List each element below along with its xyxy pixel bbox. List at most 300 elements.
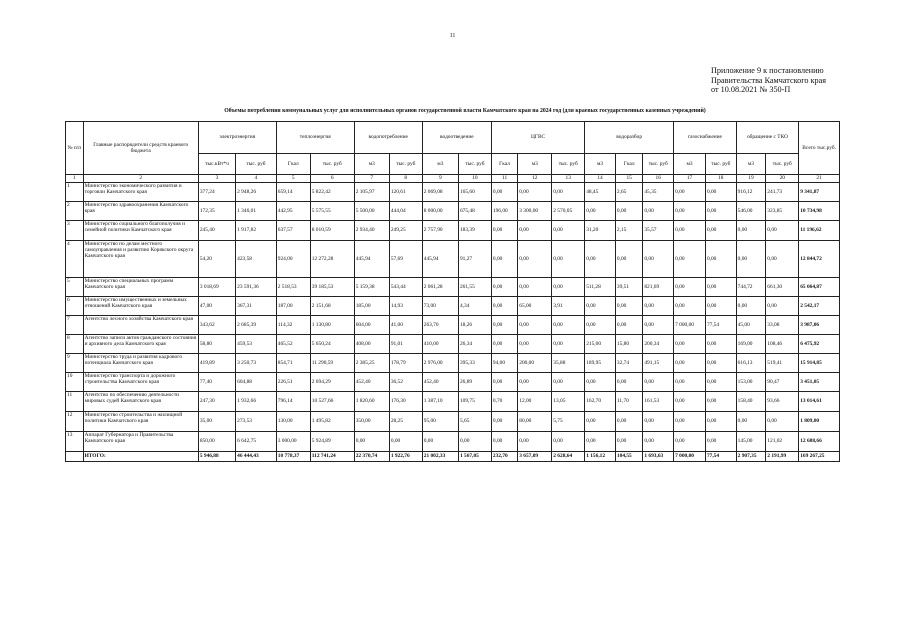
row-value: 1 932,66 — [236, 392, 277, 412]
row-value: 5 575,55 — [310, 202, 354, 221]
row-value: 65,00 — [518, 297, 552, 316]
row-value: 0,00 — [705, 278, 736, 297]
row-value: 162,70 — [585, 392, 616, 412]
row-value: 637,57 — [276, 221, 310, 241]
row-value: 0,00 — [674, 241, 706, 278]
row-value: 0,70 — [491, 392, 517, 412]
row-value: 249,25 — [389, 221, 422, 241]
row-value: 2 934,40 — [354, 221, 389, 241]
header-group-heat: теплоэнергия — [276, 122, 354, 154]
unit-header: тыс. руб — [236, 154, 277, 175]
row-value: 11 290,59 — [310, 354, 354, 373]
row-value: 183,39 — [458, 221, 491, 241]
column-index: 13 — [552, 175, 585, 183]
row-value: 2 694,29 — [310, 373, 354, 392]
row-value: 77,40 — [198, 373, 235, 392]
row-value: 604,00 — [354, 316, 389, 335]
row-value: 5 500,00 — [354, 202, 389, 221]
row-value: 2 948,26 — [236, 183, 277, 202]
row-number: 4 — [66, 241, 84, 278]
row-org: Агентство по обеспечению деятельности мировых судей Камчатского края — [83, 392, 198, 412]
column-index: 6 — [310, 175, 354, 183]
row-value: 0,00 — [518, 278, 552, 297]
row-value: 7 000,00 — [674, 316, 706, 335]
row-value: 0,00 — [585, 241, 616, 278]
row-value: 5 924,89 — [310, 432, 354, 452]
row-value: 0,00 — [518, 241, 552, 278]
row-value: 57,69 — [389, 241, 422, 278]
row-value: 821,69 — [643, 278, 674, 297]
row-value: 14,93 — [389, 297, 422, 316]
row-value: 26,34 — [458, 335, 491, 354]
row-value: 0,00 — [766, 221, 799, 241]
row-value: 2 685,39 — [236, 316, 277, 335]
column-index: 9 — [422, 175, 458, 183]
row-value: 0,00 — [552, 335, 585, 354]
row-value: 2 518,53 — [276, 278, 310, 297]
row-value: 35,00 — [198, 412, 235, 432]
row-value: 185,00 — [354, 297, 389, 316]
column-index: 11 — [491, 175, 517, 183]
row-value: 0,00 — [615, 412, 642, 432]
row-value: 491,15 — [643, 354, 674, 373]
row-value: 3,91 — [552, 297, 585, 316]
row-value: 916,12 — [736, 183, 766, 202]
row-value: 0,00 — [736, 241, 766, 278]
column-index: 12 — [518, 175, 552, 183]
row-value: 109,75 — [458, 392, 491, 412]
row-value: 0,00 — [643, 412, 674, 432]
row-value: 2 757,90 — [422, 221, 458, 241]
row-value: 0,00 — [674, 202, 706, 221]
header-group-drainage: водоотведение — [422, 122, 491, 154]
row-value: 616,13 — [736, 354, 766, 373]
row-value: 8 000,00 — [422, 202, 458, 221]
row-value: 0,00 — [643, 202, 674, 221]
row-total: 12 688,66 — [799, 432, 840, 452]
column-index: 17 — [674, 175, 706, 183]
row-total: 13 014,61 — [799, 392, 840, 412]
row-value: 28,25 — [389, 412, 422, 432]
unit-header: тыс. руб — [458, 154, 491, 175]
row-org: Агентство записи актов гражданского состояния и архивного дела Камчатского края — [83, 335, 198, 354]
row-value: 0,00 — [705, 241, 736, 278]
row-value: 796,14 — [276, 392, 310, 412]
row-value: 36,52 — [389, 373, 422, 392]
table-row — [66, 412, 840, 432]
grand-total: 169 267,25 — [799, 452, 840, 462]
appendix-line-1: Приложение 9 к постановлению — [711, 66, 824, 75]
row-value: 5,65 — [458, 412, 491, 432]
row-number: 13 — [66, 432, 84, 452]
row-value: 0,00 — [585, 412, 616, 432]
row-value: 0,00 — [552, 432, 585, 452]
column-index: 15 — [615, 175, 642, 183]
row-value: 0,00 — [552, 316, 585, 335]
row-value: 0,00 — [491, 241, 517, 278]
totals-value: 2 191,99 — [766, 452, 799, 462]
row-value: 444,04 — [389, 202, 422, 221]
consumption-table — [65, 121, 840, 462]
row-value: 0,00 — [518, 335, 552, 354]
row-value: 108,46 — [766, 335, 799, 354]
row-value: 0,00 — [458, 432, 491, 452]
table-row — [66, 392, 840, 412]
row-value: 3 300,00 — [518, 202, 552, 221]
row-value: 465,52 — [276, 335, 310, 354]
column-index: 14 — [585, 175, 616, 183]
totals-value: 1 693,63 — [643, 452, 674, 462]
row-number: 5 — [66, 278, 84, 297]
row-value: 0,00 — [674, 221, 706, 241]
row-value: 410,00 — [422, 335, 458, 354]
row-value: 32,74 — [615, 354, 642, 373]
unit-header: Гкал — [615, 154, 642, 175]
row-value: 408,00 — [354, 335, 389, 354]
table-row — [66, 202, 840, 221]
totals-value: 3 657,09 — [518, 452, 552, 462]
row-total: 10 734,98 — [799, 202, 840, 221]
header-group-electricity: электроэнергия — [198, 122, 276, 154]
column-index: 20 — [766, 175, 799, 183]
column-index: 4 — [236, 175, 277, 183]
unit-header: м3 — [518, 154, 552, 175]
row-value: 13,05 — [552, 392, 585, 412]
table-row — [66, 354, 840, 373]
row-value: 0,00 — [615, 316, 642, 335]
row-value: 377,24 — [198, 183, 235, 202]
row-value: 41,00 — [389, 316, 422, 335]
table-row — [66, 432, 840, 452]
row-value: 850,00 — [198, 432, 235, 452]
header-group-waste: обращение с ТКО — [736, 122, 799, 154]
row-value: 263,70 — [422, 316, 458, 335]
totals-value: 5 946,88 — [198, 452, 235, 462]
row-value: 924,00 — [276, 241, 310, 278]
row-value: 0,00 — [491, 278, 517, 297]
row-value: 0,00 — [491, 412, 517, 432]
row-value: 33,08 — [766, 316, 799, 335]
unit-header: тыс. руб — [389, 154, 422, 175]
totals-value: 2 907,35 — [736, 452, 766, 462]
row-value: 226,51 — [276, 373, 310, 392]
row-value: 196,00 — [491, 202, 517, 221]
row-value: 0,00 — [615, 241, 642, 278]
row-value: 200,34 — [643, 335, 674, 354]
totals-value: 21 002,33 — [422, 452, 458, 462]
row-value: 45,00 — [736, 316, 766, 335]
row-value: 0,00 — [518, 221, 552, 241]
table-row — [66, 241, 840, 278]
unit-header: Гкал — [276, 154, 310, 175]
row-value: 15,80 — [615, 335, 642, 354]
row-value: 0,00 — [705, 297, 736, 316]
row-value: 0,00 — [389, 432, 422, 452]
row-value: 121,02 — [766, 432, 799, 452]
row-value: 5 159,38 — [354, 278, 389, 297]
row-value: 176,30 — [389, 392, 422, 412]
row-total: 9 341,87 — [799, 183, 840, 202]
row-value: 452,40 — [422, 373, 458, 392]
row-value: 247,30 — [198, 392, 235, 412]
row-value: 323,85 — [766, 202, 799, 221]
row-value: 45,35 — [643, 183, 674, 202]
row-value: 35,57 — [643, 221, 674, 241]
row-value: 0,00 — [736, 297, 766, 316]
row-value: 0,00 — [615, 432, 642, 452]
row-value: 73,00 — [422, 297, 458, 316]
appendix-line-2: Правительства Камчатского края — [711, 75, 827, 85]
row-value: 2 069,08 — [422, 183, 458, 202]
totals-value: 7 000,00 — [674, 452, 706, 462]
totals-row — [66, 452, 840, 462]
row-org: Министерство специальных программ Камчатского края — [83, 278, 198, 297]
row-total: 15 914,85 — [799, 354, 840, 373]
row-value: 10 527,66 — [310, 392, 354, 412]
row-value: 12,00 — [518, 392, 552, 412]
unit-header: м3 — [354, 154, 389, 175]
row-value: 0,00 — [674, 278, 706, 297]
row-value: 459,53 — [236, 335, 277, 354]
row-value: 0,00 — [643, 241, 674, 278]
row-value: 26,89 — [458, 373, 491, 392]
row-number: 2 — [66, 202, 84, 221]
row-value: 744,72 — [736, 278, 766, 297]
row-value: 0,00 — [705, 335, 736, 354]
header-org: Главные распорядители средств краевого бюджета — [83, 122, 198, 175]
totals-value: 1 922,76 — [389, 452, 422, 462]
row-value: 0,00 — [585, 316, 616, 335]
row-value: 0,00 — [643, 316, 674, 335]
row-value: 2 105,97 — [354, 183, 389, 202]
row-value: 0,00 — [766, 297, 799, 316]
row-value: 0,00 — [615, 297, 642, 316]
row-value: 0,00 — [705, 432, 736, 452]
table-row — [66, 297, 840, 316]
header-group-hot-water: ЦГВС — [491, 122, 584, 154]
unit-header: м3 — [422, 154, 458, 175]
row-value: 273,53 — [236, 412, 277, 432]
totals-value: 104,55 — [615, 452, 642, 462]
row-value: 2 570,05 — [552, 202, 585, 221]
row-value: 0,00 — [552, 241, 585, 278]
row-number: 3 — [66, 221, 84, 241]
row-value: 0,00 — [585, 297, 616, 316]
row-value: 6 642,75 — [236, 432, 277, 452]
row-value: 161,53 — [643, 392, 674, 412]
row-value: 165,60 — [458, 183, 491, 202]
row-value: 350,00 — [354, 412, 389, 432]
row-org: Министерство имущественных и земельных отношений Камчатского края — [83, 297, 198, 316]
row-org: Министерство строительства и жилищной политики Камчатского края — [83, 412, 198, 432]
row-value: 93,66 — [766, 392, 799, 412]
unit-header: тыс. руб — [552, 154, 585, 175]
row-value: 114,32 — [276, 316, 310, 335]
page-number: 11 — [449, 33, 456, 39]
row-value: 153,00 — [736, 373, 766, 392]
row-org: Министерство труда и развития кадрового потенциала Камчатского края — [83, 354, 198, 373]
row-value: 120,61 — [389, 183, 422, 202]
totals-value: 22 370,74 — [354, 452, 389, 462]
unit-header: м3 — [736, 154, 766, 175]
row-value: 2 061,28 — [422, 278, 458, 297]
row-value: 245,40 — [198, 221, 235, 241]
row-value: 39 185,53 — [310, 278, 354, 297]
row-value: 0,00 — [766, 412, 799, 432]
row-value: 58,80 — [198, 335, 235, 354]
row-value: 2,65 — [615, 183, 642, 202]
row-value: 0,00 — [643, 297, 674, 316]
column-index: 19 — [736, 175, 766, 183]
table-row — [66, 278, 840, 297]
row-value: 0,00 — [518, 316, 552, 335]
row-value: 0,00 — [674, 373, 706, 392]
row-value: 0,00 — [585, 432, 616, 452]
row-org: Министерство по делам местного самоуправления и развитию Корякского округа Камчатского края — [83, 241, 198, 278]
row-value: 54,20 — [198, 241, 235, 278]
row-value: 0,00 — [491, 221, 517, 241]
row-value: 0,00 — [674, 412, 706, 432]
row-value: 343,62 — [198, 316, 235, 335]
row-value: 0,00 — [491, 432, 517, 452]
unit-header: м3 — [674, 154, 706, 175]
row-value: 2 151,68 — [310, 297, 354, 316]
row-value: 3 000,00 — [276, 432, 310, 452]
row-total: 1 809,00 — [799, 412, 840, 432]
header-number: № п/п — [66, 122, 84, 175]
row-value: 0,00 — [674, 392, 706, 412]
row-value: 0,00 — [736, 412, 766, 432]
row-value: 519,41 — [766, 354, 799, 373]
row-number: 8 — [66, 335, 84, 354]
row-value: 0,00 — [705, 412, 736, 432]
unit-header: тыс. руб — [310, 154, 354, 175]
column-index: 16 — [643, 175, 674, 183]
totals-value: 1 156,12 — [585, 452, 616, 462]
row-org: Министерство экономического развития и торговли Камчатского края — [83, 183, 198, 202]
row-value: 94,00 — [491, 354, 517, 373]
row-total: 3 987,06 — [799, 316, 840, 335]
row-value: 604,88 — [236, 373, 277, 392]
column-index: 10 — [458, 175, 491, 183]
row-value: 442,95 — [276, 202, 310, 221]
column-index: 2 — [83, 175, 198, 183]
totals-value: 112 741,24 — [310, 452, 354, 462]
row-value: 675,48 — [458, 202, 491, 221]
row-value: 0,00 — [615, 202, 642, 221]
row-value: 241,73 — [766, 183, 799, 202]
totals-value: 2 628,64 — [552, 452, 585, 462]
row-value: 130,00 — [276, 412, 310, 432]
row-value: 423,58 — [236, 241, 277, 278]
row-value: 1 917,82 — [236, 221, 277, 241]
row-value: 0,00 — [643, 373, 674, 392]
header-group-water-intake: водоразбор — [585, 122, 674, 154]
totals-value: 1 567,05 — [458, 452, 491, 462]
row-value: 0,00 — [491, 373, 517, 392]
row-value: 2,15 — [615, 221, 642, 241]
row-value: 18,26 — [458, 316, 491, 335]
row-number: 11 — [66, 392, 84, 412]
column-index: 1 — [66, 175, 84, 183]
row-value: 0,00 — [766, 241, 799, 278]
appendix-line-3: от 10.08.2021 № 350-П — [711, 85, 791, 94]
row-value: 0,00 — [518, 183, 552, 202]
column-index: 3 — [198, 175, 235, 183]
row-number: 12 — [66, 412, 84, 432]
totals-label: ИТОГО: — [83, 452, 198, 462]
unit-header: тыс.кВт*ч — [198, 154, 235, 175]
row-total: 6 475,92 — [799, 335, 840, 354]
row-value: 0,00 — [552, 183, 585, 202]
row-value: 395,33 — [458, 354, 491, 373]
table-row — [66, 335, 840, 354]
row-value: 77,54 — [705, 316, 736, 335]
row-value: 5,75 — [552, 412, 585, 432]
row-value: 661,30 — [766, 278, 799, 297]
row-value: 0,00 — [736, 221, 766, 241]
row-value: 854,71 — [276, 354, 310, 373]
row-value: 0,00 — [705, 202, 736, 221]
row-value: 2 385,25 — [354, 354, 389, 373]
row-value: 5 650,24 — [310, 335, 354, 354]
row-total: 11 196,62 — [799, 221, 840, 241]
row-value: 31,20 — [585, 221, 616, 241]
column-index: 5 — [276, 175, 310, 183]
header-total: Всего тыс.руб. — [799, 122, 840, 175]
row-value: 0,00 — [705, 221, 736, 241]
row-value: 90,47 — [766, 373, 799, 392]
row-value: 91,01 — [389, 335, 422, 354]
row-value: 95,00 — [422, 412, 458, 432]
row-value: 169,00 — [736, 335, 766, 354]
row-value: 0,00 — [674, 183, 706, 202]
row-value: 11,70 — [615, 392, 642, 412]
row-number: 9 — [66, 354, 84, 373]
row-total: 2 542,17 — [799, 297, 840, 316]
row-org: Министерство социального благополучия и семейной политики Камчатского края — [83, 221, 198, 241]
row-value: 0,00 — [518, 432, 552, 452]
unit-header: м3 — [585, 154, 616, 175]
row-value: 91,27 — [458, 241, 491, 278]
row-value: 35,88 — [552, 354, 585, 373]
row-value: 0,00 — [552, 373, 585, 392]
row-value: 3 250,73 — [236, 354, 277, 373]
row-number: 10 — [66, 373, 84, 392]
row-value: 172,35 — [198, 202, 235, 221]
totals-empty-cell — [66, 452, 84, 462]
totals-value: 77,54 — [705, 452, 736, 462]
row-value: 0,00 — [354, 432, 389, 452]
row-value: 445,94 — [354, 241, 389, 278]
column-index: 7 — [354, 175, 389, 183]
row-value: 5 822,42 — [310, 183, 354, 202]
row-value: 0,00 — [674, 432, 706, 452]
row-value: 189,95 — [585, 354, 616, 373]
row-value: 0,00 — [552, 278, 585, 297]
row-value: 0,00 — [552, 221, 585, 241]
row-value: 0,00 — [518, 373, 552, 392]
header-group-water-supply: водопотребление — [354, 122, 422, 154]
column-index: 21 — [799, 175, 840, 183]
row-number: 7 — [66, 316, 84, 335]
row-value: 0,00 — [674, 297, 706, 316]
column-index: 8 — [389, 175, 422, 183]
table-row — [66, 316, 840, 335]
row-value: 215,00 — [585, 335, 616, 354]
row-value: 3 018,69 — [198, 278, 235, 297]
header-group-gas: газоснабжение — [674, 122, 737, 154]
